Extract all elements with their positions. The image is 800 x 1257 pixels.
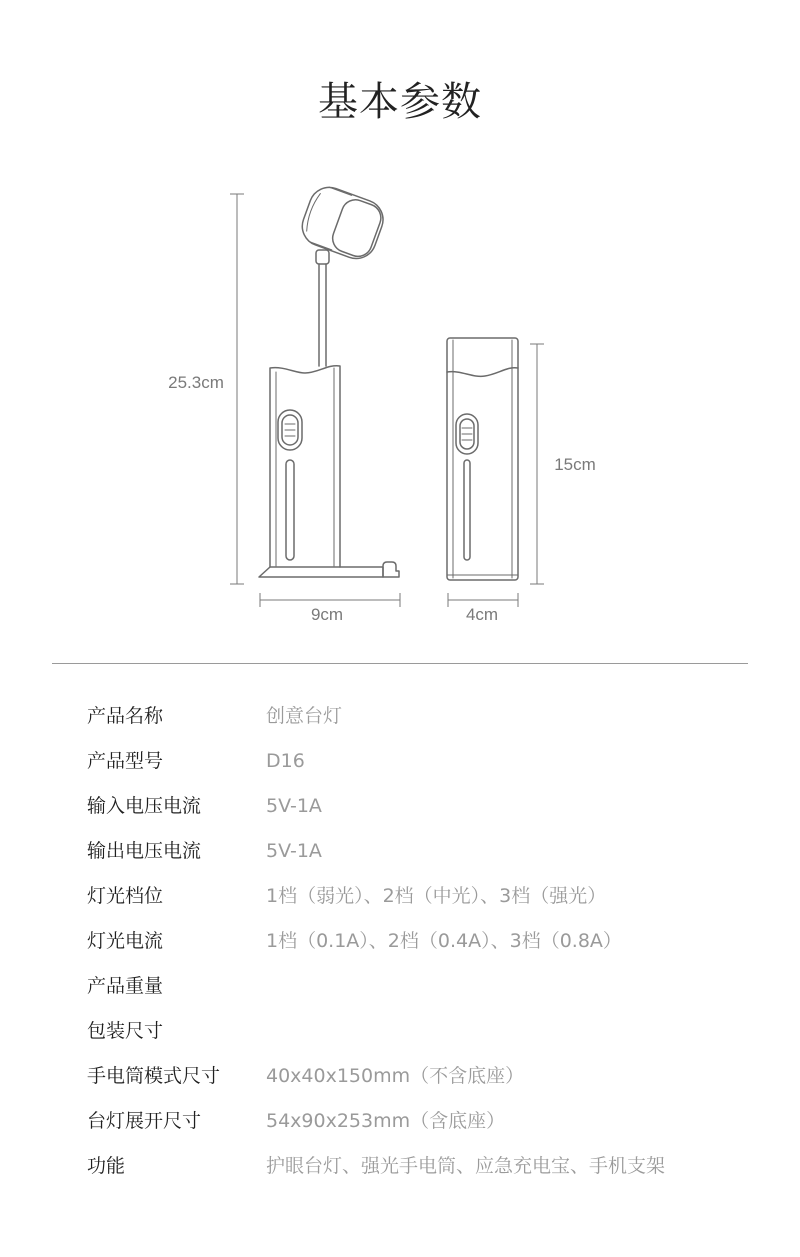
dimension-width-collapsed [448,593,518,624]
section-divider [52,663,748,664]
spec-row-flashlight-size [0,1054,800,1099]
lamp-head [297,182,389,264]
lamp-neck-joint [316,250,329,264]
dimension-label-width-collapsed: 4cm [465,605,499,624]
spec-value: 护眼台灯、强光手电筒、应急充电宝、手机支架 [266,1155,666,1177]
spec-row-model [0,739,800,784]
spec-label: 台灯展开尺寸 [87,1110,202,1132]
spec-row-light-levels [0,874,800,919]
dimension-label-width-extended: 9cm [310,605,344,624]
spec-value: 1档（弱光）、2档（中光）、3档（强光） [266,885,607,907]
spec-row-input [0,784,800,829]
spec-value: 5V-1A [266,795,322,817]
dimension-line [530,344,544,584]
spec-label: 包装尺寸 [87,1020,164,1042]
lamp-body-slot [286,460,294,560]
spec-table [0,694,800,1189]
dimension-height-extended [168,194,244,584]
dimension-label-height-collapsed: 15cm [554,455,596,474]
dimension-line [230,194,244,584]
spec-value: 1档（0.1A）、2档（0.4A）、3档（0.8A） [266,930,622,952]
page-title: 基本参数 [318,79,482,125]
flashlight-slot [464,460,470,560]
spec-value: 54x90x253mm（含底座） [266,1110,506,1132]
dimension-height-collapsed [530,344,596,584]
lamp-extended-illustration [259,182,399,577]
flashlight-switch-grip [462,428,472,440]
spec-label: 灯光电流 [87,930,164,952]
flashlight-body [447,338,518,580]
spec-value: 40x40x150mm（不含底座） [266,1065,525,1087]
flashlight-cap-line [447,368,518,377]
lamp-base [259,567,383,577]
lamp-body [270,366,340,567]
spec-label: 产品名称 [87,705,164,727]
spec-label: 输入电压电流 [87,795,202,817]
spec-label: 输出电压电流 [87,840,202,862]
dimension-label-height-extended: 25.3cm [168,373,224,392]
dimension-width-extended [260,593,400,624]
spec-label: 产品型号 [87,750,164,772]
spec-label: 功能 [87,1155,126,1177]
spec-row-product-name [0,694,800,739]
spec-row-lamp-size [0,1099,800,1144]
lamp-switch-grip [285,424,295,436]
spec-label: 灯光档位 [87,885,164,907]
spec-label: 手电筒模式尺寸 [87,1065,221,1087]
lamp-neck [319,264,326,366]
spec-row-package-size [0,1009,800,1054]
lamp-body-inner-edge [276,368,334,566]
spec-row-weight [0,964,800,1009]
spec-row-light-current [0,919,800,964]
phone-holder [383,562,399,577]
spec-value: 5V-1A [266,840,322,862]
spec-label: 产品重量 [87,975,164,997]
spec-value: D16 [266,750,305,772]
spec-value: 创意台灯 [266,705,343,727]
spec-row-output [0,829,800,874]
lamp-head-band [309,187,351,250]
lamp-collapsed-illustration [447,338,518,580]
spec-row-functions [0,1144,800,1189]
